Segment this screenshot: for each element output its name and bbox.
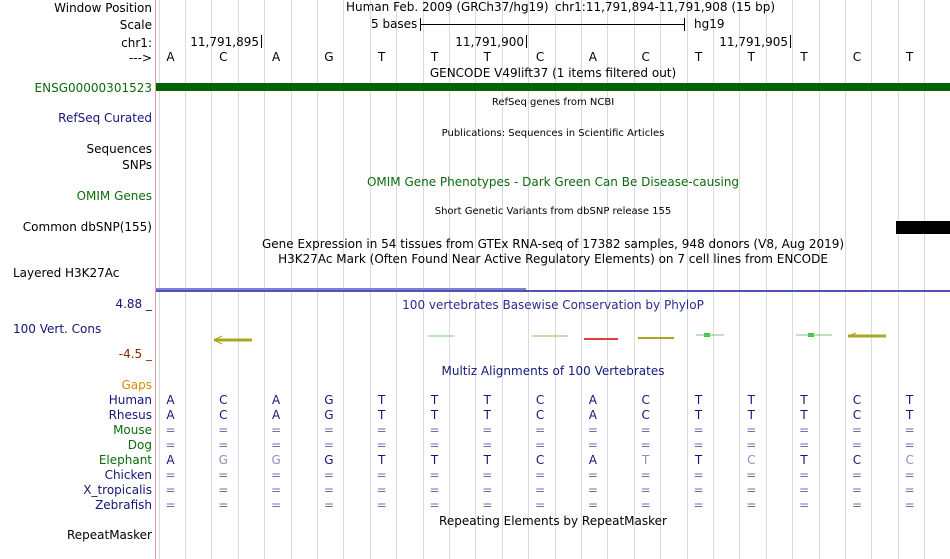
browser-image-area[interactable] [156, 0, 950, 559]
sequences-track-label[interactable]: Sequences [86, 142, 152, 156]
alignment-base: = [851, 498, 862, 512]
gencode-track-title: GENCODE V49lift37 (1 items filtered out) [429, 66, 677, 80]
base-letter: T [747, 50, 755, 64]
alignment-base: = [535, 468, 546, 482]
alignment-base: = [376, 498, 387, 512]
alignment-base: = [587, 498, 598, 512]
alignment-base: = [587, 483, 598, 497]
alignment-base: = [904, 468, 915, 482]
alignment-base: = [165, 423, 176, 437]
alignment-base: = [482, 468, 493, 482]
alignment-base: = [271, 468, 282, 482]
phylop-track-title: 100 vertebrates Basewise Conservation by PhyloP [402, 298, 704, 312]
refseq-track-label[interactable]: RefSeq Curated [58, 111, 152, 125]
alignment-base: = [429, 483, 440, 497]
alignment-base: = [746, 438, 757, 452]
refseq-track-title: RefSeq genes from NCBI [491, 97, 615, 108]
phylop-signal-plot [156, 320, 950, 360]
phylop-ymax-label: 4.88 _ [115, 297, 152, 311]
alignment-base: = [271, 438, 282, 452]
alignment-base: = [482, 423, 493, 437]
ruler-tick-label: 11,791,900 [455, 35, 524, 49]
scale-bar [420, 24, 684, 25]
alignment-base: T [800, 408, 808, 422]
base-letter: T [430, 50, 439, 64]
strand-label: ---> [128, 51, 152, 65]
alignment-base: A [166, 408, 175, 422]
base-letter: T [483, 50, 491, 64]
alignment-base: C [219, 408, 228, 422]
chrom-label: chr1: [121, 36, 152, 50]
scale-label: Scale [119, 18, 152, 32]
alignment-base: = [482, 483, 493, 497]
alignment-base: = [271, 423, 282, 437]
omim-track-label[interactable]: OMIM Genes [76, 189, 152, 203]
alignment-base: = [640, 468, 651, 482]
alignment-base: T [378, 408, 386, 422]
alignment-base: T [430, 393, 439, 407]
alignment-base: = [429, 423, 440, 437]
alignment-base: C [535, 408, 545, 422]
alignment-base: C [535, 453, 545, 467]
h3k27ac-signal-peak [156, 288, 526, 290]
species-label-zebrafish: Zebrafish [95, 498, 152, 512]
alignment-base: T [430, 408, 439, 422]
alignment-base: G [218, 453, 228, 467]
species-label-x_tropicalis: X_tropicalis [83, 483, 152, 497]
alignment-base: T [694, 408, 703, 422]
base-letter: T [906, 50, 914, 64]
h3k27ac-track-title: H3K27Ac Mark (Often Found Near Active Regulatory Elements) on 7 cell lines from ENCODE [278, 252, 828, 266]
alignment-base: = [535, 483, 546, 497]
dbsnp-variant-block[interactable] [896, 221, 950, 234]
alignment-base: = [640, 423, 651, 437]
alignment-base: = [218, 468, 229, 482]
alignment-base: C [535, 393, 545, 407]
alignment-base: = [587, 468, 598, 482]
gaps-label: Gaps [121, 378, 152, 392]
alignment-base: = [165, 498, 176, 512]
base-letter: A [271, 50, 281, 64]
alignment-base: = [904, 438, 915, 452]
alignment-base: = [851, 438, 862, 452]
alignment-base: T [747, 393, 755, 407]
alignment-base: = [851, 483, 862, 497]
alignment-base: T [906, 393, 914, 407]
alignment-base: = [693, 483, 704, 497]
gtex-track-title: Gene Expression in 54 tissues from GTEx RNA-seq of 17382 samples, 948 donors (V8, Aug 2019) [261, 237, 845, 251]
alignment-base: T [483, 408, 491, 422]
alignment-base: T [694, 453, 703, 467]
scale-bar-left-tick [420, 18, 421, 31]
phylop-ymin-label: -4.5 _ [118, 347, 152, 361]
repeatmasker-track-title: Repeating Elements by RepeatMasker [439, 514, 667, 528]
alignment-base: T [747, 408, 755, 422]
alignment-base: C [641, 408, 650, 422]
alignment-base: = [323, 498, 334, 512]
alignment-base: T [694, 393, 703, 407]
alignment-base: = [799, 423, 810, 437]
alignment-base: = [376, 438, 387, 452]
repeatmasker-track-label[interactable]: RepeatMasker [66, 528, 152, 542]
db-label: hg19 [694, 17, 725, 31]
alignment-base: = [323, 483, 334, 497]
base-letter: A [166, 50, 175, 64]
scale-text: 5 bases [371, 17, 418, 31]
base-letter: C [535, 50, 545, 64]
alignment-base: G [271, 453, 281, 467]
alignment-base: = [587, 423, 598, 437]
alignment-base: = [535, 438, 546, 452]
alignment-base: = [376, 483, 387, 497]
alignment-base: T [483, 453, 491, 467]
alignment-base: = [218, 483, 229, 497]
alignment-base: = [587, 438, 598, 452]
position-readout: chr1:11,791,894-11,791,908 (15 bp) [555, 0, 776, 14]
alignment-base: G [324, 453, 334, 467]
alignment-base: = [218, 423, 229, 437]
species-label-elephant: Elephant [98, 453, 152, 467]
alignment-base: = [851, 423, 862, 437]
snps-track-label[interactable]: SNPs [122, 158, 152, 172]
alignment-base: = [904, 483, 915, 497]
phylop-glyph-10 [848, 333, 886, 336]
phylop-glyph-1 [214, 336, 252, 344]
alignment-base: = [640, 438, 651, 452]
alignment-base: = [271, 483, 282, 497]
base-letter: C [852, 50, 862, 64]
track-label-column [0, 0, 155, 559]
alignment-base: A [588, 408, 597, 422]
multiz-track-title: Multiz Alignments of 100 Vertebrates [441, 364, 665, 378]
alignment-base: = [693, 423, 704, 437]
scale-bar-right-tick [684, 18, 685, 31]
base-letter: C [641, 50, 650, 64]
alignment-base: = [640, 483, 651, 497]
alignment-base: = [165, 468, 176, 482]
alignment-base: = [693, 468, 704, 482]
dbsnp-track-title: Short Genetic Variants from dbSNP release 155 [434, 206, 672, 217]
base-letter: T [694, 50, 703, 64]
alignment-base: A [271, 393, 281, 407]
ruler-tick-label: 11,791,905 [719, 35, 788, 49]
base-letter: T [378, 50, 386, 64]
alignment-base: = [165, 483, 176, 497]
alignment-base: = [271, 498, 282, 512]
species-label-mouse: Mouse [113, 423, 152, 437]
alignment-base: A [588, 453, 597, 467]
species-label-human: Human [108, 393, 152, 407]
alignment-base: = [693, 498, 704, 512]
alignment-base: = [904, 498, 915, 512]
publications-track-title: Publications: Sequences in Scientific Articles [441, 128, 665, 139]
alignment-base: T [378, 393, 386, 407]
alignment-base: C [219, 393, 228, 407]
alignment-base: = [429, 468, 440, 482]
gencode-track-label[interactable]: ENSG00000301523 [34, 81, 152, 95]
alignment-base: A [166, 453, 175, 467]
alignment-base: = [323, 468, 334, 482]
ruler-tick-mark [790, 35, 791, 48]
alignment-base: = [799, 468, 810, 482]
h3k27ac-signal-bar [156, 290, 950, 292]
species-label-chicken: Chicken [104, 468, 152, 482]
h3k27ac-track-label[interactable]: Layered H3K27Ac [13, 266, 120, 280]
alignment-base: T [378, 453, 386, 467]
alignment-base: C [747, 453, 756, 467]
alignment-base: = [535, 423, 546, 437]
alignment-base: = [482, 438, 493, 452]
alignment-base: = [746, 483, 757, 497]
alignment-base: = [376, 468, 387, 482]
alignment-base: = [323, 423, 334, 437]
alignment-base: = [799, 498, 810, 512]
alignment-base: = [218, 438, 229, 452]
alignment-base: C [641, 393, 650, 407]
alignment-base: = [376, 423, 387, 437]
alignment-base: = [640, 498, 651, 512]
alignment-base: = [165, 438, 176, 452]
gencode-gene-bar[interactable] [156, 83, 950, 91]
alignment-base: A [588, 393, 597, 407]
alignment-base: = [535, 498, 546, 512]
alignment-base: = [429, 498, 440, 512]
alignment-base: = [799, 438, 810, 452]
alignment-base: T [906, 408, 914, 422]
ruler-tick-label: 11,791,895 [190, 35, 259, 49]
base-letter: T [800, 50, 808, 64]
alignment-base: = [799, 483, 810, 497]
cons-track-label[interactable]: 100 Vert. Cons [13, 322, 102, 336]
alignment-base: = [482, 498, 493, 512]
alignment-base: G [324, 408, 334, 422]
alignment-base: = [323, 438, 334, 452]
alignment-base: = [746, 423, 757, 437]
alignment-base: T [800, 393, 808, 407]
omim-track-title: OMIM Gene Phenotypes - Dark Green Can Be Disease-causing [366, 175, 740, 189]
alignment-base: = [904, 423, 915, 437]
base-letter: G [324, 50, 334, 64]
alignment-base: = [746, 468, 757, 482]
alignment-base: C [852, 408, 862, 422]
alignment-base: C [852, 393, 862, 407]
alignment-base: = [693, 438, 704, 452]
ruler-tick-mark [261, 35, 262, 48]
alignment-base: A [271, 408, 281, 422]
alignment-base: = [429, 438, 440, 452]
alignment-base: T [430, 453, 439, 467]
species-label-dog: Dog [127, 438, 152, 452]
alignment-base: A [166, 393, 175, 407]
alignment-base: T [800, 453, 808, 467]
ruler-tick-mark [526, 35, 527, 48]
alignment-base: = [851, 468, 862, 482]
alignment-base: C [905, 453, 914, 467]
alignment-base: = [218, 498, 229, 512]
alignment-base: T [483, 393, 491, 407]
alignment-base: T [642, 453, 650, 467]
dbsnp-track-label[interactable]: Common dbSNP(155) [22, 220, 152, 234]
alignment-base: = [746, 498, 757, 512]
species-label-rhesus: Rhesus [108, 408, 152, 422]
assembly-title: Human Feb. 2009 (GRCh37/hg19) [346, 0, 549, 14]
alignment-base: C [852, 453, 862, 467]
alignment-base: G [324, 393, 334, 407]
window-position-label: Window Position [54, 1, 152, 15]
base-letter: A [588, 50, 597, 64]
base-letter: C [219, 50, 228, 64]
